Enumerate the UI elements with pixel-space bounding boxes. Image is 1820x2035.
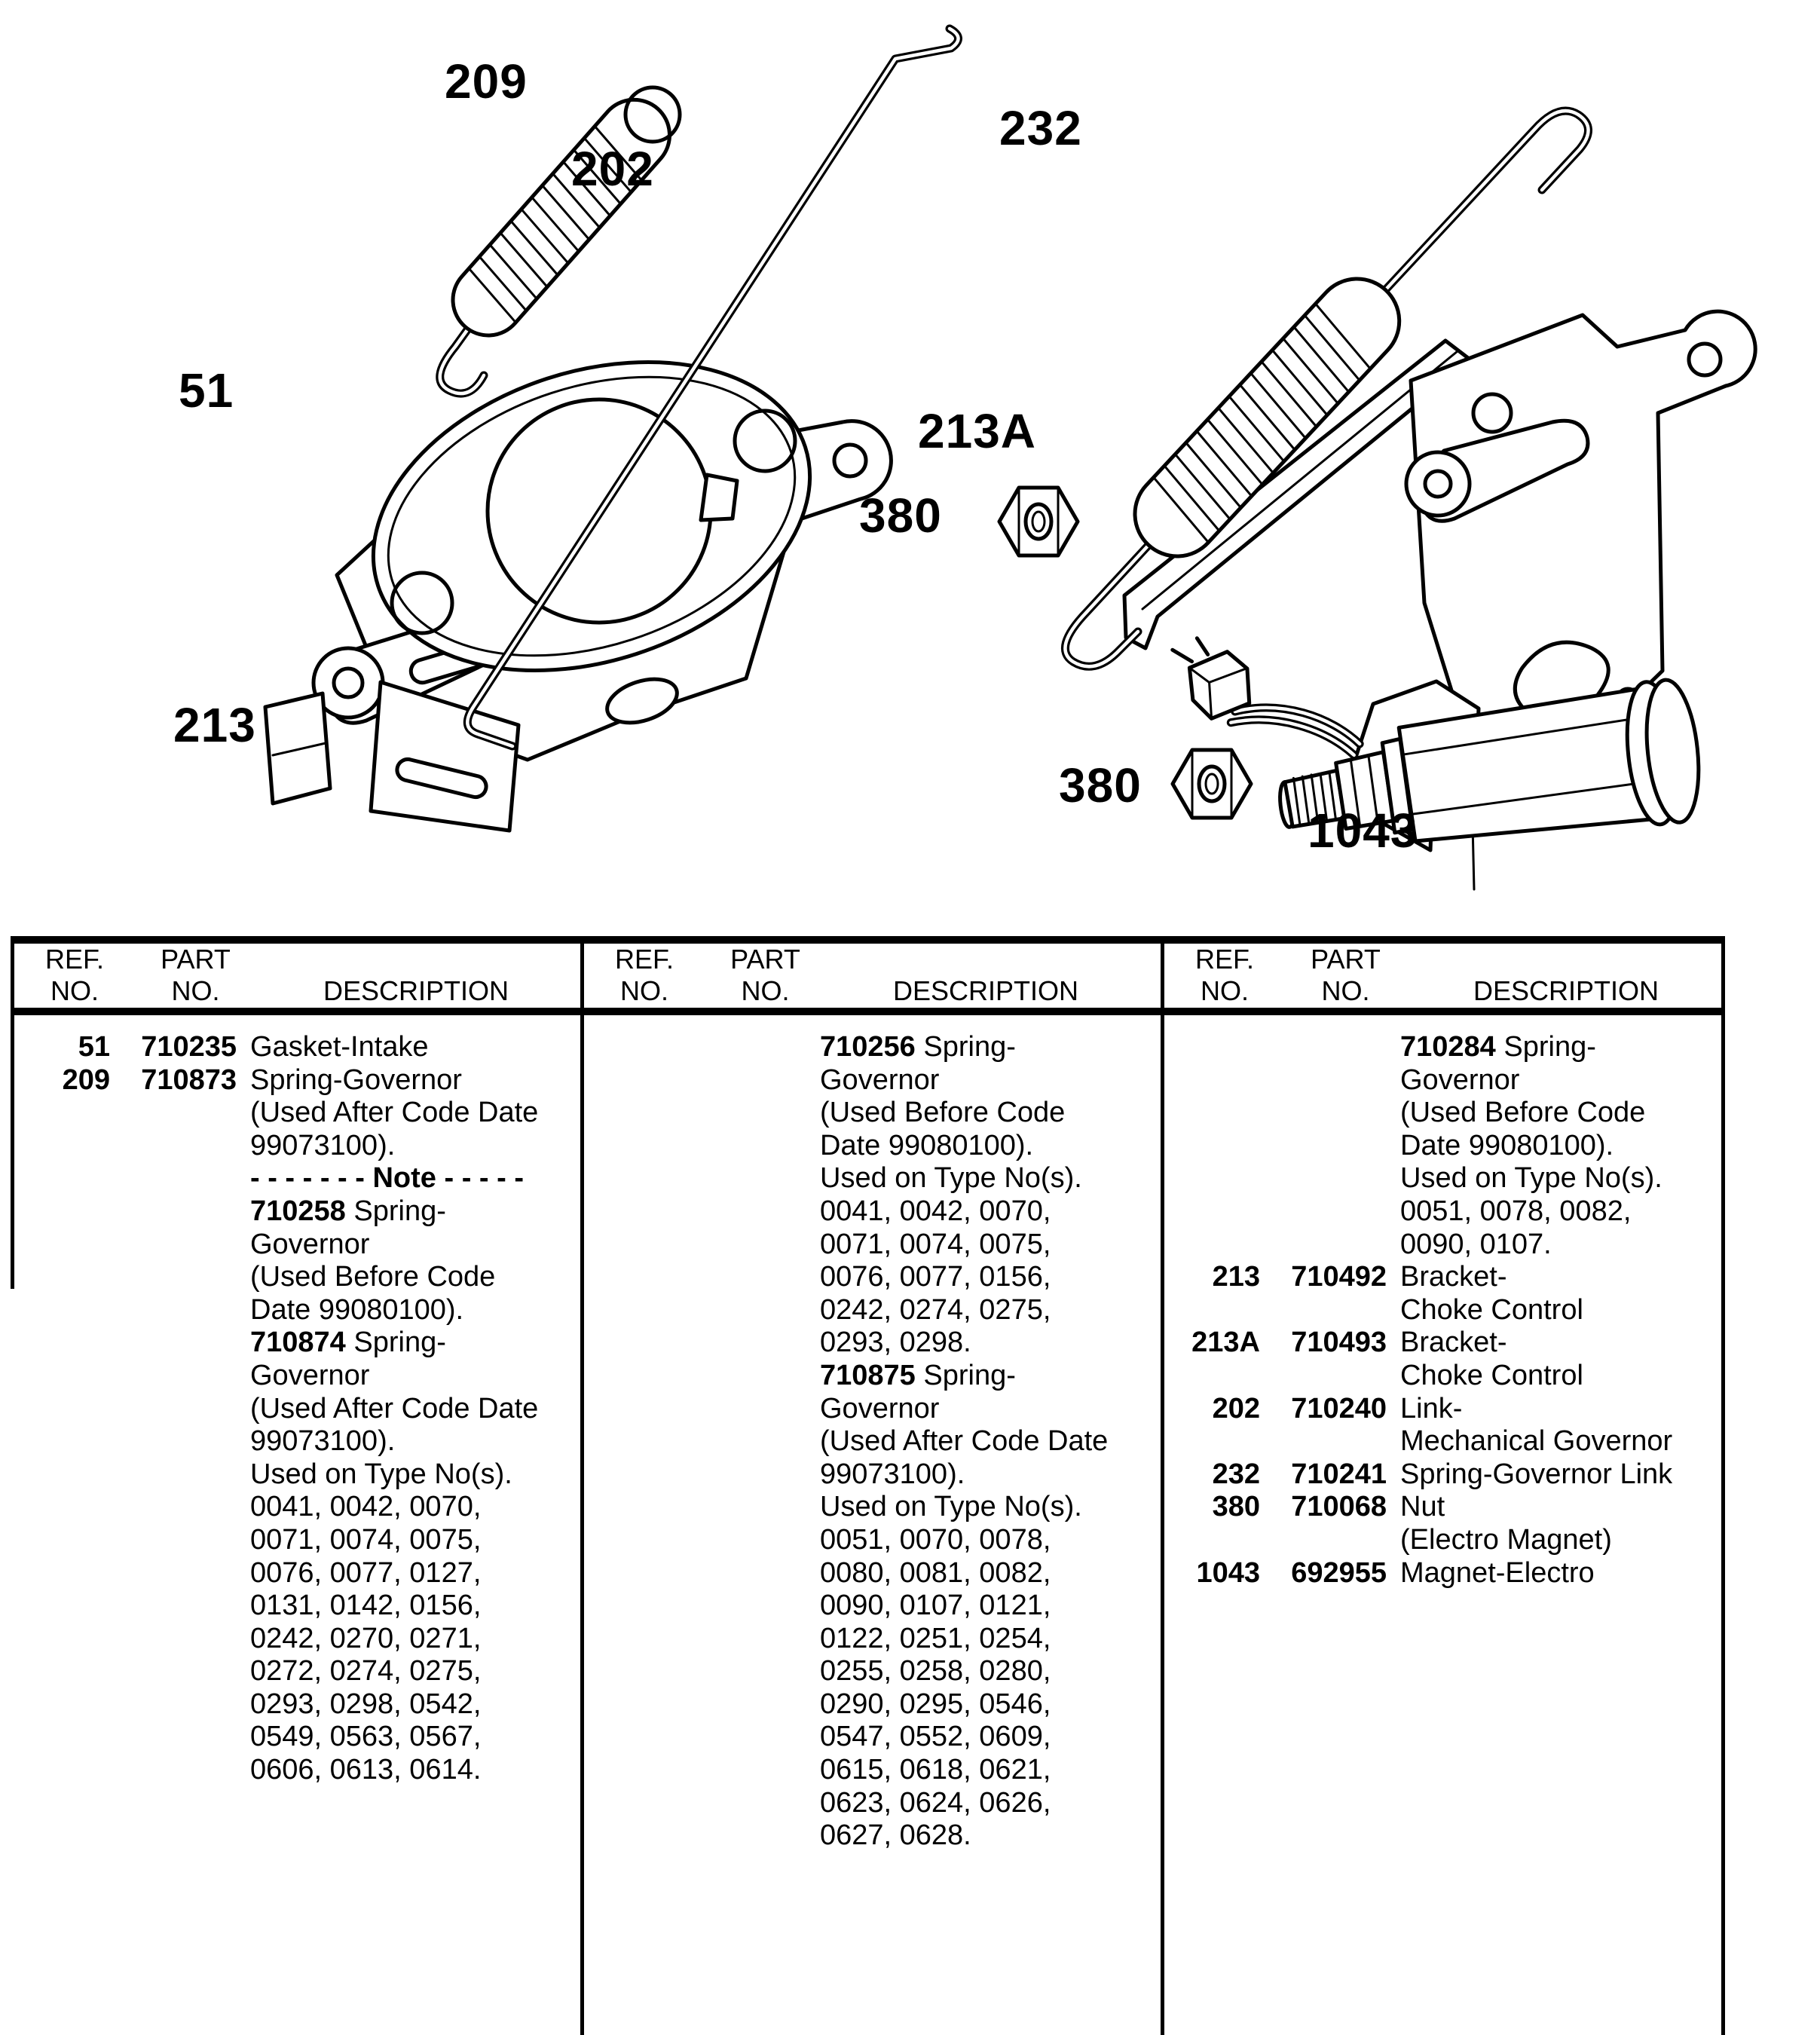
header-description: DESCRIPTION bbox=[1473, 975, 1659, 1006]
table-row bbox=[580, 1425, 1150, 1458]
nut-380-upper-drawing bbox=[999, 488, 1078, 555]
part-no-cell bbox=[1260, 1360, 1387, 1393]
table-row bbox=[11, 1590, 580, 1623]
ref-no-cell: 213A bbox=[1191, 1327, 1260, 1359]
ref-no-cell bbox=[580, 1458, 680, 1492]
description-cell: (Used Before Code bbox=[820, 1097, 1066, 1129]
table-row bbox=[1161, 1393, 1730, 1426]
ref-no-cell bbox=[11, 1360, 110, 1393]
part-no-cell bbox=[110, 1162, 237, 1195]
table-row bbox=[11, 1064, 580, 1097]
part-no-cell bbox=[680, 1064, 806, 1097]
ref-no-cell bbox=[11, 1162, 110, 1195]
ref-no-cell bbox=[580, 1688, 680, 1721]
part-label-51: 51 bbox=[179, 363, 234, 418]
part-label-209: 209 bbox=[445, 54, 528, 109]
description-cell: Spring-Governor bbox=[250, 1063, 462, 1096]
ref-no-cell: 232 bbox=[1212, 1458, 1260, 1490]
table-row bbox=[11, 1162, 580, 1195]
part-label-232: 232 bbox=[999, 101, 1082, 155]
table-row bbox=[11, 1557, 580, 1590]
ref-no-cell bbox=[11, 1688, 110, 1721]
table-row bbox=[11, 1097, 580, 1130]
table-row bbox=[11, 1721, 580, 1754]
description-cell: 0131, 0142, 0156, bbox=[250, 1590, 482, 1622]
table-row bbox=[11, 1393, 580, 1426]
ref-no-cell: 380 bbox=[1212, 1491, 1260, 1523]
ref-no-cell bbox=[580, 1261, 680, 1294]
description-cell: Link- bbox=[1400, 1392, 1463, 1424]
part-no-cell bbox=[110, 1130, 237, 1163]
ref-no-cell bbox=[580, 1162, 680, 1195]
table-row bbox=[1161, 1261, 1730, 1294]
table-row bbox=[1161, 1425, 1730, 1458]
ref-no-cell bbox=[11, 1393, 110, 1426]
table-row bbox=[580, 1261, 1150, 1294]
ref-no-cell bbox=[1161, 1064, 1260, 1097]
description-cell: 0255, 0258, 0280, bbox=[820, 1655, 1051, 1688]
description-cell: (Used Before Code bbox=[1400, 1097, 1646, 1129]
table-row bbox=[580, 1688, 1150, 1721]
part-no-cell bbox=[110, 1229, 237, 1262]
part-no-cell bbox=[110, 1195, 237, 1229]
table-row bbox=[11, 1688, 580, 1721]
table-row bbox=[11, 1294, 580, 1327]
table-row bbox=[1161, 1327, 1730, 1360]
description-cell: Bracket- bbox=[1400, 1327, 1507, 1359]
ref-no-cell bbox=[11, 1294, 110, 1327]
ref-no-cell: 202 bbox=[1212, 1392, 1260, 1424]
ref-no-cell bbox=[1161, 1195, 1260, 1229]
ref-no-cell bbox=[580, 1064, 680, 1097]
part-no-cell bbox=[680, 1721, 806, 1754]
description-cell: (Used After Code Date bbox=[250, 1392, 539, 1424]
table-row bbox=[580, 1393, 1150, 1426]
description-cell: 0623, 0624, 0626, bbox=[820, 1786, 1051, 1819]
description-cell: 0606, 0613, 0614. bbox=[250, 1754, 482, 1786]
part-no-cell bbox=[680, 1162, 806, 1195]
ref-no-cell bbox=[580, 1721, 680, 1754]
ref-no-cell bbox=[580, 1294, 680, 1327]
ref-no-cell bbox=[11, 1754, 110, 1787]
description-cell: Choke Control bbox=[1400, 1293, 1583, 1326]
description-cell: 710875 Spring- bbox=[820, 1359, 1016, 1391]
table-row bbox=[580, 1294, 1150, 1327]
part-no-cell bbox=[110, 1754, 237, 1787]
description-cell: 0051, 0078, 0082, bbox=[1400, 1195, 1632, 1227]
ref-no-cell bbox=[1161, 1130, 1260, 1163]
table-row bbox=[580, 1590, 1150, 1623]
description-cell: 0615, 0618, 0621, bbox=[820, 1754, 1051, 1786]
table-row bbox=[11, 1130, 580, 1163]
description-cell: Used on Type No(s). bbox=[820, 1162, 1082, 1195]
table-row bbox=[11, 1425, 580, 1458]
table-row bbox=[580, 1229, 1150, 1262]
description-cell: Governor bbox=[250, 1228, 370, 1260]
table-row bbox=[1161, 1491, 1730, 1524]
ref-no-cell bbox=[580, 1393, 680, 1426]
description-cell: 0242, 0270, 0271, bbox=[250, 1622, 482, 1654]
description-cell: Magnet-Electro bbox=[1400, 1556, 1595, 1589]
description-cell: 0122, 0251, 0254, bbox=[820, 1622, 1051, 1654]
description-cell: 99073100). bbox=[820, 1458, 965, 1490]
part-no-cell bbox=[680, 1130, 806, 1163]
part-no-cell: 710493 bbox=[1291, 1327, 1387, 1359]
ref-no-cell bbox=[1161, 1097, 1260, 1130]
description-cell: Gasket-Intake bbox=[250, 1031, 429, 1063]
part-no-cell bbox=[680, 1195, 806, 1229]
table-row bbox=[1161, 1458, 1730, 1492]
table-row bbox=[580, 1195, 1150, 1229]
table-row bbox=[580, 1031, 1150, 1064]
description-cell: 0076, 0077, 0156, bbox=[820, 1261, 1051, 1293]
ref-no-cell bbox=[11, 1655, 110, 1688]
part-no-cell bbox=[1260, 1130, 1387, 1163]
part-no-cell bbox=[680, 1229, 806, 1262]
description-cell: 710284 Spring- bbox=[1400, 1031, 1596, 1063]
ref-no-cell bbox=[11, 1491, 110, 1524]
description-cell: Used on Type No(s). bbox=[1400, 1162, 1662, 1195]
ref-no-cell bbox=[580, 1557, 680, 1590]
part-no-cell bbox=[110, 1590, 237, 1623]
part-no-cell bbox=[680, 1425, 806, 1458]
part-no-cell bbox=[1260, 1294, 1387, 1327]
ref-no-cell bbox=[580, 1655, 680, 1688]
table-row bbox=[11, 1524, 580, 1557]
header-ref-no: REF. NO. bbox=[614, 944, 674, 1006]
ref-no-cell bbox=[11, 1524, 110, 1557]
part-no-cell bbox=[680, 1819, 806, 1853]
table-top-border bbox=[11, 936, 1725, 944]
table-row bbox=[580, 1787, 1150, 1820]
ref-no-cell bbox=[11, 1130, 110, 1163]
part-no-cell bbox=[680, 1261, 806, 1294]
table-row bbox=[580, 1655, 1150, 1688]
table-row bbox=[580, 1623, 1150, 1656]
part-no-cell bbox=[110, 1294, 237, 1327]
ref-no-cell bbox=[580, 1031, 680, 1064]
nut-380-lower-drawing bbox=[1173, 750, 1251, 818]
header-part-no: PART NO. bbox=[1311, 944, 1381, 1006]
part-no-cell bbox=[110, 1097, 237, 1130]
table-row bbox=[1161, 1557, 1730, 1590]
table-row bbox=[580, 1458, 1150, 1492]
part-no-cell bbox=[1260, 1524, 1387, 1557]
table-row bbox=[580, 1491, 1150, 1524]
part-no-cell bbox=[110, 1261, 237, 1294]
part-no-cell bbox=[110, 1360, 237, 1393]
part-label-213A: 213A bbox=[918, 404, 1036, 458]
ref-no-cell bbox=[1161, 1360, 1260, 1393]
ref-no-cell bbox=[11, 1721, 110, 1754]
description-cell: Used on Type No(s). bbox=[820, 1491, 1082, 1523]
part-no-cell bbox=[1260, 1229, 1387, 1262]
part-no-cell bbox=[1260, 1097, 1387, 1130]
table-row bbox=[580, 1721, 1150, 1754]
description-cell: 0071, 0074, 0075, bbox=[820, 1228, 1051, 1260]
part-no-cell bbox=[110, 1557, 237, 1590]
table-column-1 bbox=[11, 1031, 580, 1787]
description-cell: (Used After Code Date bbox=[820, 1425, 1109, 1458]
description-cell: 0071, 0074, 0075, bbox=[250, 1523, 482, 1556]
part-no-cell bbox=[680, 1097, 806, 1130]
part-no-cell bbox=[680, 1491, 806, 1524]
ref-no-cell bbox=[11, 1557, 110, 1590]
table-row bbox=[11, 1229, 580, 1262]
ref-no-cell bbox=[580, 1819, 680, 1853]
table-column-2 bbox=[580, 1031, 1150, 1853]
ref-no-cell bbox=[580, 1195, 680, 1229]
description-cell: Choke Control bbox=[1400, 1359, 1583, 1391]
description-cell: 0549, 0563, 0567, bbox=[250, 1721, 482, 1753]
description-cell: 0293, 0298, 0542, bbox=[250, 1688, 482, 1720]
table-row bbox=[1161, 1229, 1730, 1262]
description-cell: Governor bbox=[820, 1063, 940, 1096]
header-ref-no: REF. NO. bbox=[1194, 944, 1254, 1006]
ref-no-cell bbox=[11, 1458, 110, 1492]
description-cell: 0547, 0552, 0609, bbox=[820, 1721, 1051, 1753]
part-no-cell bbox=[1260, 1425, 1387, 1458]
header-part-no: PART NO. bbox=[730, 944, 800, 1006]
description-cell: 0080, 0081, 0082, bbox=[820, 1556, 1051, 1589]
table-row bbox=[1161, 1031, 1730, 1064]
part-no-cell bbox=[680, 1590, 806, 1623]
description-cell: Governor bbox=[1400, 1063, 1520, 1096]
part-no-cell bbox=[1260, 1031, 1387, 1064]
table-row bbox=[1161, 1195, 1730, 1229]
ref-no-cell bbox=[580, 1097, 680, 1130]
table-row bbox=[580, 1162, 1150, 1195]
table-row bbox=[11, 1327, 580, 1360]
part-no-cell bbox=[680, 1557, 806, 1590]
ref-no-cell bbox=[1161, 1524, 1260, 1557]
table-row bbox=[580, 1360, 1150, 1393]
table-row bbox=[1161, 1162, 1730, 1195]
description-cell: 99073100). bbox=[250, 1425, 396, 1458]
ref-no-cell bbox=[11, 1097, 110, 1130]
spring-209-drawing bbox=[439, 85, 684, 393]
part-no-cell bbox=[680, 1327, 806, 1360]
ref-no-cell bbox=[11, 1229, 110, 1262]
part-no-cell bbox=[680, 1294, 806, 1327]
table-row bbox=[580, 1327, 1150, 1360]
part-label-213: 213 bbox=[173, 698, 256, 752]
part-label-380: 380 bbox=[1059, 758, 1142, 812]
ref-no-cell bbox=[1161, 1031, 1260, 1064]
ref-no-cell bbox=[580, 1360, 680, 1393]
ref-no-cell bbox=[11, 1327, 110, 1360]
table-header-separator bbox=[11, 1008, 1725, 1015]
part-no-cell bbox=[110, 1623, 237, 1656]
part-no-cell: 710068 bbox=[1291, 1491, 1387, 1523]
part-no-cell bbox=[110, 1393, 237, 1426]
ref-no-cell: 213 bbox=[1212, 1261, 1260, 1293]
description-cell: 0051, 0070, 0078, bbox=[820, 1523, 1051, 1556]
description-cell: 710256 Spring- bbox=[820, 1031, 1016, 1063]
description-cell: Governor bbox=[250, 1359, 370, 1391]
table-row bbox=[1161, 1294, 1730, 1327]
description-cell: Bracket- bbox=[1400, 1261, 1507, 1293]
ref-no-cell bbox=[11, 1195, 110, 1229]
part-no-cell bbox=[680, 1655, 806, 1688]
table-row bbox=[1161, 1130, 1730, 1163]
description-cell: 0090, 0107. bbox=[1400, 1228, 1552, 1260]
part-no-cell bbox=[1260, 1064, 1387, 1097]
part-no-cell bbox=[680, 1360, 806, 1393]
description-cell: 0290, 0295, 0546, bbox=[820, 1688, 1051, 1720]
ref-no-cell bbox=[580, 1754, 680, 1787]
ref-no-cell bbox=[580, 1590, 680, 1623]
part-no-cell bbox=[110, 1721, 237, 1754]
description-cell: Used on Type No(s). bbox=[250, 1458, 512, 1490]
description-cell: Date 99080100). bbox=[1400, 1129, 1614, 1161]
description-cell: Governor bbox=[820, 1392, 940, 1424]
ref-no-cell bbox=[580, 1524, 680, 1557]
table-row bbox=[11, 1360, 580, 1393]
table-row bbox=[11, 1655, 580, 1688]
part-no-cell bbox=[680, 1393, 806, 1426]
table-row bbox=[580, 1754, 1150, 1787]
table-row bbox=[11, 1261, 580, 1294]
ref-no-cell bbox=[580, 1229, 680, 1262]
ref-no-cell: 209 bbox=[62, 1063, 110, 1096]
table-row bbox=[580, 1064, 1150, 1097]
description-cell: 0090, 0107, 0121, bbox=[820, 1590, 1051, 1622]
ref-no-cell bbox=[580, 1327, 680, 1360]
table-row bbox=[1161, 1064, 1730, 1097]
table-row bbox=[580, 1819, 1150, 1853]
description-cell: 0041, 0042, 0070, bbox=[250, 1491, 482, 1523]
part-no-cell bbox=[110, 1688, 237, 1721]
part-no-cell bbox=[680, 1031, 806, 1064]
header-description: DESCRIPTION bbox=[892, 975, 1079, 1006]
description-cell: (Used Before Code bbox=[250, 1261, 496, 1293]
description-cell: 0242, 0274, 0275, bbox=[820, 1293, 1051, 1326]
description-cell: 0041, 0042, 0070, bbox=[820, 1195, 1051, 1227]
part-no-cell bbox=[1260, 1162, 1387, 1195]
ref-no-cell bbox=[11, 1590, 110, 1623]
part-no-cell bbox=[110, 1458, 237, 1492]
part-label-380: 380 bbox=[859, 488, 942, 543]
ref-no-cell bbox=[11, 1425, 110, 1458]
part-no-cell bbox=[680, 1623, 806, 1656]
description-cell: Date 99080100). bbox=[250, 1293, 464, 1326]
ref-no-cell bbox=[580, 1787, 680, 1820]
table-row bbox=[11, 1031, 580, 1064]
part-no-cell bbox=[110, 1425, 237, 1458]
part-label-1043: 1043 bbox=[1308, 803, 1418, 858]
header-ref-no: REF. NO. bbox=[44, 944, 104, 1006]
description-cell: Date 99080100). bbox=[820, 1129, 1034, 1161]
part-no-cell bbox=[110, 1524, 237, 1557]
description-cell: (Electro Magnet) bbox=[1400, 1523, 1612, 1556]
part-no-cell bbox=[110, 1327, 237, 1360]
ref-no-cell bbox=[580, 1130, 680, 1163]
part-no-cell: 710873 bbox=[141, 1063, 237, 1096]
ref-no-cell bbox=[11, 1261, 110, 1294]
description-cell: - - - - - - - Note - - - - - bbox=[250, 1162, 524, 1195]
part-no-cell bbox=[1260, 1195, 1387, 1229]
description-cell: Nut bbox=[1400, 1491, 1445, 1523]
description-cell: 0293, 0298. bbox=[820, 1327, 971, 1359]
part-no-cell bbox=[680, 1787, 806, 1820]
table-row bbox=[11, 1458, 580, 1492]
parts-diagram bbox=[0, 0, 1820, 935]
ref-no-cell: 51 bbox=[78, 1031, 110, 1063]
table-column-3 bbox=[1161, 1031, 1730, 1590]
description-cell: 710874 Spring- bbox=[250, 1327, 446, 1359]
part-no-cell: 710241 bbox=[1291, 1458, 1387, 1490]
description-cell: Mechanical Governor bbox=[1400, 1425, 1673, 1458]
table-row bbox=[1161, 1097, 1730, 1130]
description-cell: 99073100). bbox=[250, 1129, 396, 1161]
ref-no-cell bbox=[1161, 1162, 1260, 1195]
part-no-cell: 692955 bbox=[1291, 1556, 1387, 1589]
description-cell: Spring-Governor Link bbox=[1400, 1458, 1673, 1490]
table-row bbox=[1161, 1524, 1730, 1557]
table-row bbox=[1161, 1360, 1730, 1393]
ref-no-cell bbox=[1161, 1425, 1260, 1458]
table-row bbox=[580, 1130, 1150, 1163]
part-no-cell: 710240 bbox=[1291, 1392, 1387, 1424]
part-label-202: 202 bbox=[571, 142, 654, 196]
part-no-cell: 710235 bbox=[141, 1031, 237, 1063]
description-cell: 710258 Spring- bbox=[250, 1195, 446, 1227]
description-cell: (Used After Code Date bbox=[250, 1097, 539, 1129]
part-no-cell bbox=[110, 1491, 237, 1524]
table-row bbox=[580, 1557, 1150, 1590]
ref-no-cell bbox=[11, 1623, 110, 1656]
description-cell: 0272, 0274, 0275, bbox=[250, 1655, 482, 1688]
part-no-cell: 710492 bbox=[1291, 1261, 1387, 1293]
table-row bbox=[11, 1195, 580, 1229]
table-row bbox=[11, 1491, 580, 1524]
header-part-no: PART NO. bbox=[161, 944, 231, 1006]
ref-no-cell bbox=[580, 1623, 680, 1656]
part-no-cell bbox=[110, 1655, 237, 1688]
ref-no-cell bbox=[1161, 1229, 1260, 1262]
table-row bbox=[11, 1754, 580, 1787]
table-row bbox=[580, 1524, 1150, 1557]
ref-no-cell bbox=[580, 1425, 680, 1458]
description-cell: 0076, 0077, 0127, bbox=[250, 1556, 482, 1589]
part-no-cell bbox=[680, 1524, 806, 1557]
table-row bbox=[580, 1097, 1150, 1130]
table-row bbox=[11, 1623, 580, 1656]
part-no-cell bbox=[680, 1754, 806, 1787]
ref-no-cell bbox=[580, 1491, 680, 1524]
ref-no-cell: 1043 bbox=[1196, 1556, 1260, 1589]
ref-no-cell bbox=[1161, 1294, 1260, 1327]
description-cell: 0627, 0628. bbox=[820, 1819, 971, 1852]
part-no-cell bbox=[680, 1458, 806, 1492]
header-description: DESCRIPTION bbox=[323, 975, 509, 1006]
part-no-cell bbox=[680, 1688, 806, 1721]
